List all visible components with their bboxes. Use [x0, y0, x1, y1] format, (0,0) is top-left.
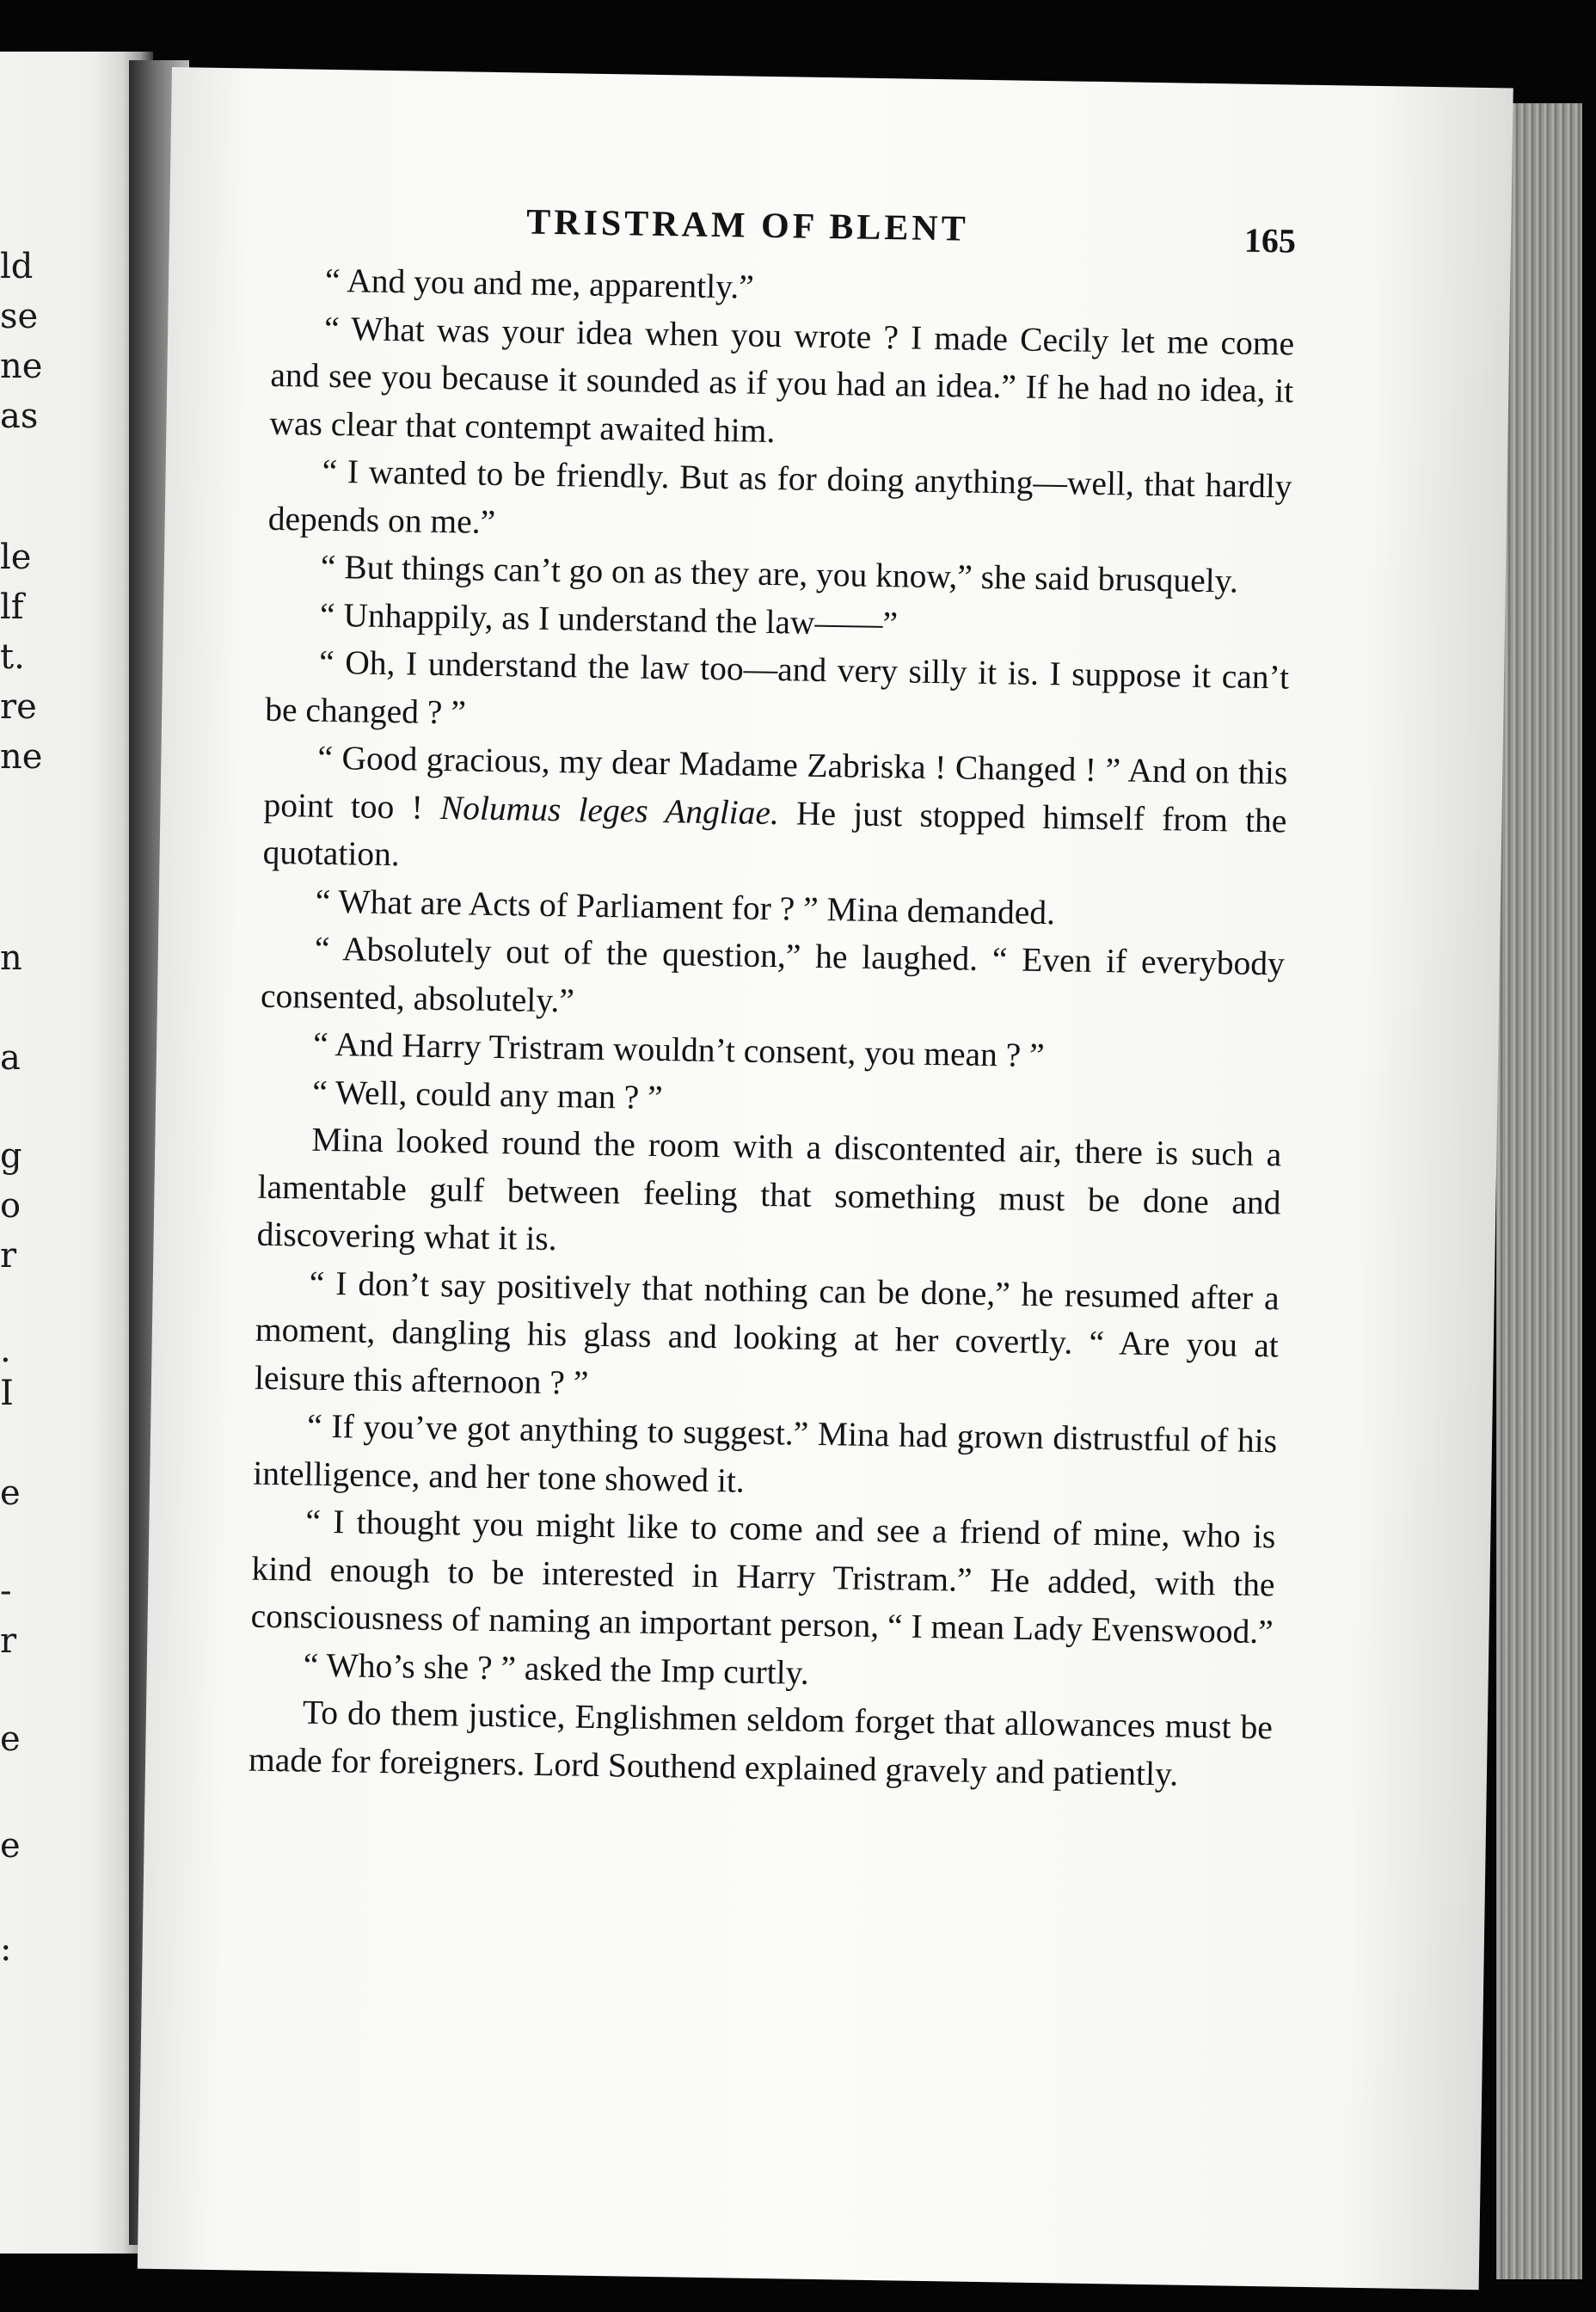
- facing-page-fragment: -: [0, 1571, 12, 1611]
- facing-page-fragment: .: [0, 1331, 11, 1370]
- paragraph: “ Unhappily, as I understand the law——”: [319, 595, 899, 643]
- facing-page-fragment: t.: [0, 637, 25, 677]
- facing-page-fragment: a: [0, 1038, 21, 1078]
- paragraph: “ If you’ve got anything to suggest.” Mina had grown distrustful of his intelligence, and her tone showed it.: [252, 1406, 1278, 1500]
- facing-page-fragment: ne: [0, 737, 43, 777]
- facing-page-fragment: le: [0, 538, 32, 577]
- paragraph: “ I wanted to be friendly. But as for doing anything—well, that hardly depends on me.”: [267, 452, 1292, 541]
- facing-page-fragment: as: [0, 397, 39, 436]
- page-number: 165: [1243, 220, 1297, 261]
- facing-page-fragment: lf: [0, 587, 24, 627]
- paragraph: “ And you and me, apparently.”: [324, 261, 755, 306]
- running-head: [273, 198, 1297, 266]
- paragraph: To do them justice, Englishmen seldom forget that allowances must be made for foreigners. Lord Southend explained gravely and patiently.: [248, 1693, 1274, 1793]
- paragraph: “ I thought you might like to come and see a friend of mine, who is kind enough to be interested in Harry Tristram.” He added, with the consciousness of naming an important person, “ I mean Lady Evenswood.”: [250, 1502, 1276, 1651]
- paragraph: “ Who’s she ? ” asked the Imp curtly.: [303, 1645, 810, 1692]
- facing-page-fragment: e: [0, 1473, 21, 1513]
- running-head-title: TRISTRAM OF BLENT: [525, 202, 970, 249]
- facing-page-fragment: n: [0, 938, 22, 978]
- paragraph-text: “ Good gracious, my dear Madame Zabriska ! Changed ! ” And on this point too !: [263, 738, 1288, 827]
- paragraph: “ What are Acts of Parliament for ? ” Mina demanded.: [315, 882, 1056, 932]
- facing-page-fragment: r: [0, 1621, 17, 1661]
- facing-page-fragment: e: [0, 1719, 21, 1759]
- paragraph-with-latin: [262, 734, 1287, 893]
- facing-page-fragment: se: [0, 297, 39, 336]
- facing-page-fragment: e: [0, 1826, 21, 1866]
- paragraph: Mina looked round the room with a discontented air, there is such a lamentable gulf between feeling that something must be done and discovering what it is.: [256, 1120, 1282, 1258]
- facing-page-fragment: I: [0, 1374, 14, 1413]
- body-text: [249, 256, 1296, 1799]
- paragraph: “ But things can’t go on as they are, you know,” she said brusquely.: [320, 547, 1239, 600]
- paragraph: “ Well, could any man ? ”: [311, 1073, 664, 1116]
- latin-phrase: Nolumus leges Angliae.: [439, 788, 780, 832]
- facing-page-fragment: ld: [0, 247, 34, 286]
- facing-page-fragment: g: [0, 1136, 22, 1176]
- facing-page-fragment: ne: [0, 347, 43, 386]
- paragraph: “ Oh, I understand the law too—and very silly it is. I suppose it can’t be changed ? ”: [264, 643, 1290, 731]
- facing-page-fragment: o: [0, 1186, 21, 1226]
- paragraph-text: He just stopped himself from the quotation.: [262, 793, 1287, 874]
- book-page: [138, 67, 1513, 2290]
- facing-page-fragment: :: [0, 1929, 12, 1969]
- facing-page-fragment: r: [0, 1236, 17, 1276]
- paragraph: “ And Harry Tristram wouldn’t consent, you mean ? ”: [312, 1024, 1046, 1075]
- page-content: [249, 198, 1297, 1799]
- paragraph: “ I don’t say positively that nothing can be done,” he resumed after a moment, dangling his glass and looking at her covertly. “ Are you at leisure this afternoon ? ”: [254, 1264, 1280, 1402]
- page-edges: [1496, 103, 1582, 2279]
- facing-page-fragment: re: [0, 687, 37, 727]
- paragraph: “ Absolutely out of the question,” he laughed. “ Even if everybody consented, absolutely.”: [260, 929, 1286, 1019]
- paragraph: “ What was your idea when you wrote ? I made Cecily let me come and see you because it sounded as if you had an idea.” If he had no idea, it was clear that contempt awaited him.: [269, 309, 1295, 450]
